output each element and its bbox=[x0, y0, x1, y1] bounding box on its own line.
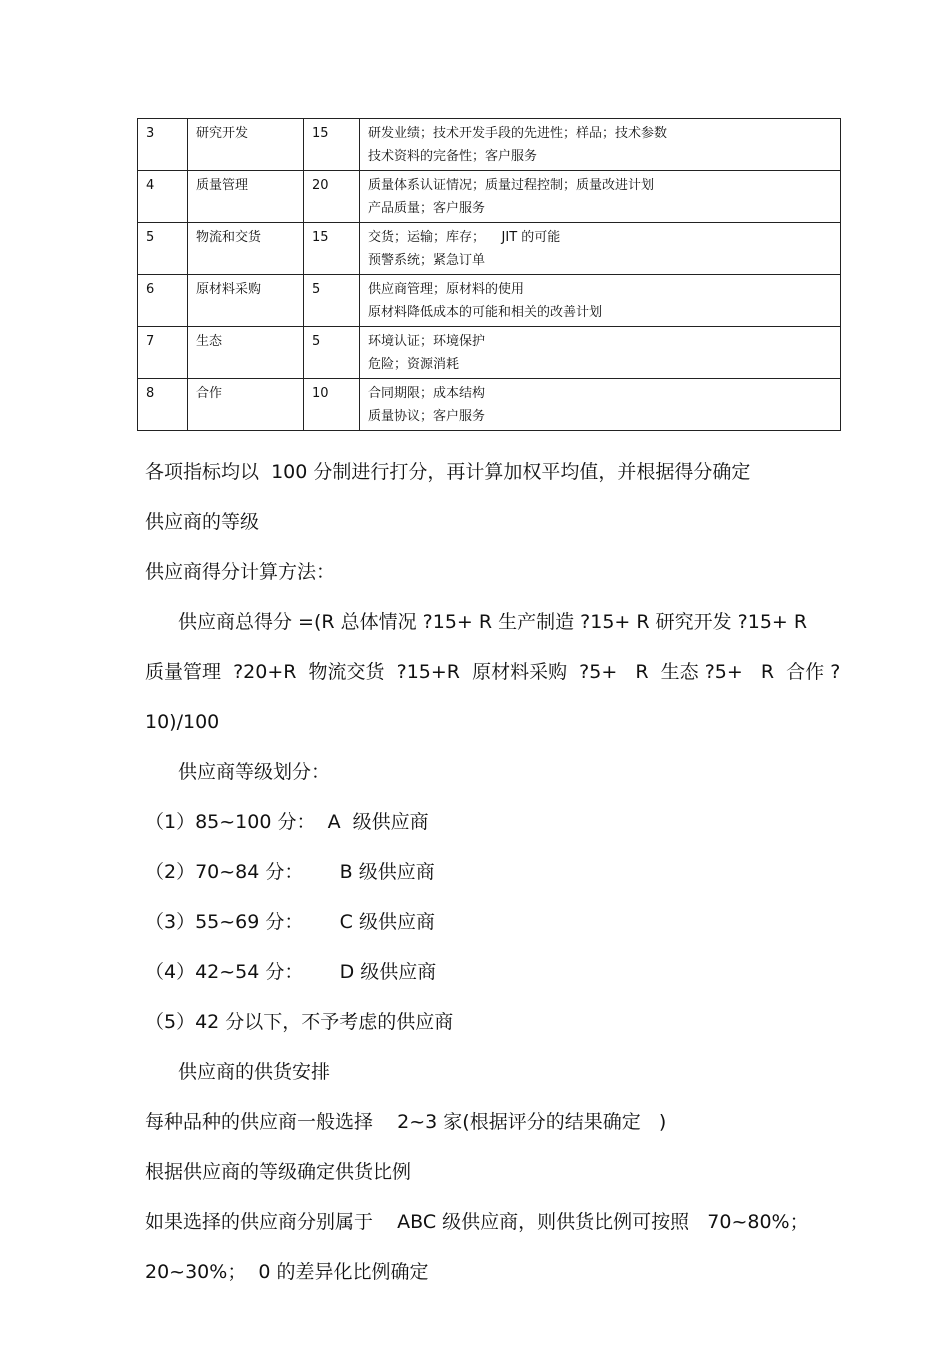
criterion-weight: 10 bbox=[304, 379, 360, 431]
table-row bbox=[138, 275, 841, 327]
grade-item-b: （2）70~84 分： B 级供应商 bbox=[145, 861, 435, 883]
row-number: 8 bbox=[138, 379, 188, 431]
paragraph-supply-ratio: 根据供应商的等级确定供货比例 bbox=[145, 1161, 412, 1183]
criterion-name: 原材料采购 bbox=[188, 275, 304, 327]
criterion-details bbox=[360, 275, 841, 327]
criterion-weight: 20 bbox=[304, 171, 360, 223]
grade-item-c: （3）55~69 分： C 级供应商 bbox=[145, 911, 435, 933]
paragraph-scoring-intro-cont: 供应商的等级 bbox=[145, 511, 260, 533]
criterion-name: 研究开发 bbox=[188, 119, 304, 171]
row-number: 3 bbox=[138, 119, 188, 171]
detail-line: 质量体系认证情况；质量过程控制；质量改进计划 bbox=[368, 178, 655, 193]
paragraph-scoring-intro: 各项指标均以 100 分制进行打分，再计算加权平均值，并根据得分确定 bbox=[145, 461, 751, 483]
evaluation-criteria-table bbox=[137, 118, 841, 431]
detail-line: 产品质量；客户服务 bbox=[368, 201, 486, 216]
criterion-weight: 5 bbox=[304, 275, 360, 327]
detail-line: 供应商管理；原材料的使用 bbox=[368, 282, 525, 297]
section-heading-grades: 供应商等级划分： bbox=[178, 761, 331, 783]
criterion-weight: 15 bbox=[304, 119, 360, 171]
table-row bbox=[138, 171, 841, 223]
table-row bbox=[138, 379, 841, 431]
detail-line: 质量协议；客户服务 bbox=[368, 409, 486, 424]
row-number: 5 bbox=[138, 223, 188, 275]
detail-line: 研发业绩；技术开发手段的先进性；样品；技术参数 bbox=[368, 126, 668, 141]
paragraph-ratio-detail-cont: 20~30%； 0 的差异化比例确定 bbox=[145, 1261, 429, 1283]
row-number: 7 bbox=[138, 327, 188, 379]
formula-line-2: 质量管理 ?20+R 物流交货 ?15+R 原材料采购 ?5+ R 生态 ?5+ R 合作 ? bbox=[145, 661, 841, 683]
criterion-name: 质量管理 bbox=[188, 171, 304, 223]
table-row bbox=[138, 327, 841, 379]
detail-line: 交货；运输；库存； JIT 的可能 bbox=[368, 230, 561, 245]
criterion-details bbox=[360, 171, 841, 223]
detail-line: 环境认证；环境保护 bbox=[368, 334, 486, 349]
detail-line: 预警系统；紧急订单 bbox=[368, 253, 486, 268]
grade-item-rejected: （5）42 分以下，不予考虑的供应商 bbox=[145, 1011, 454, 1033]
table-row bbox=[138, 119, 841, 171]
paragraph-supplier-count: 每种品种的供应商一般选择 2~3 家(根据评分的结果确定 ) bbox=[145, 1111, 667, 1133]
criterion-details bbox=[360, 327, 841, 379]
criterion-name: 合作 bbox=[188, 379, 304, 431]
formula-line-3: 10)/100 bbox=[145, 711, 220, 733]
criterion-weight: 5 bbox=[304, 327, 360, 379]
grade-item-a: （1）85~100 分： A 级供应商 bbox=[145, 811, 429, 833]
section-heading-supply: 供应商的供货安排 bbox=[178, 1061, 331, 1083]
formula-line-1: 供应商总得分 =(R 总体情况 ?15+ R 生产制造 ?15+ R 研究开发 ?15+ R bbox=[178, 611, 808, 633]
grade-item-d: （4）42~54 分： D 级供应商 bbox=[145, 961, 437, 983]
paragraph-ratio-detail: 如果选择的供应商分别属于 ABC 级供应商，则供货比例可按照 70~80%； bbox=[145, 1211, 809, 1233]
row-number: 4 bbox=[138, 171, 188, 223]
criterion-name: 生态 bbox=[188, 327, 304, 379]
criterion-details bbox=[360, 119, 841, 171]
criterion-weight: 15 bbox=[304, 223, 360, 275]
detail-line: 原材料降低成本的可能和相关的改善计划 bbox=[368, 305, 603, 320]
detail-line: 合同期限；成本结构 bbox=[368, 386, 486, 401]
criterion-details bbox=[360, 379, 841, 431]
criterion-name: 物流和交货 bbox=[188, 223, 304, 275]
detail-line: 技术资料的完备性；客户服务 bbox=[368, 149, 538, 164]
section-heading-calculation: 供应商得分计算方法： bbox=[145, 561, 336, 583]
table-row bbox=[138, 223, 841, 275]
detail-line: 危险；资源消耗 bbox=[368, 357, 460, 372]
criterion-details bbox=[360, 223, 841, 275]
row-number: 6 bbox=[138, 275, 188, 327]
